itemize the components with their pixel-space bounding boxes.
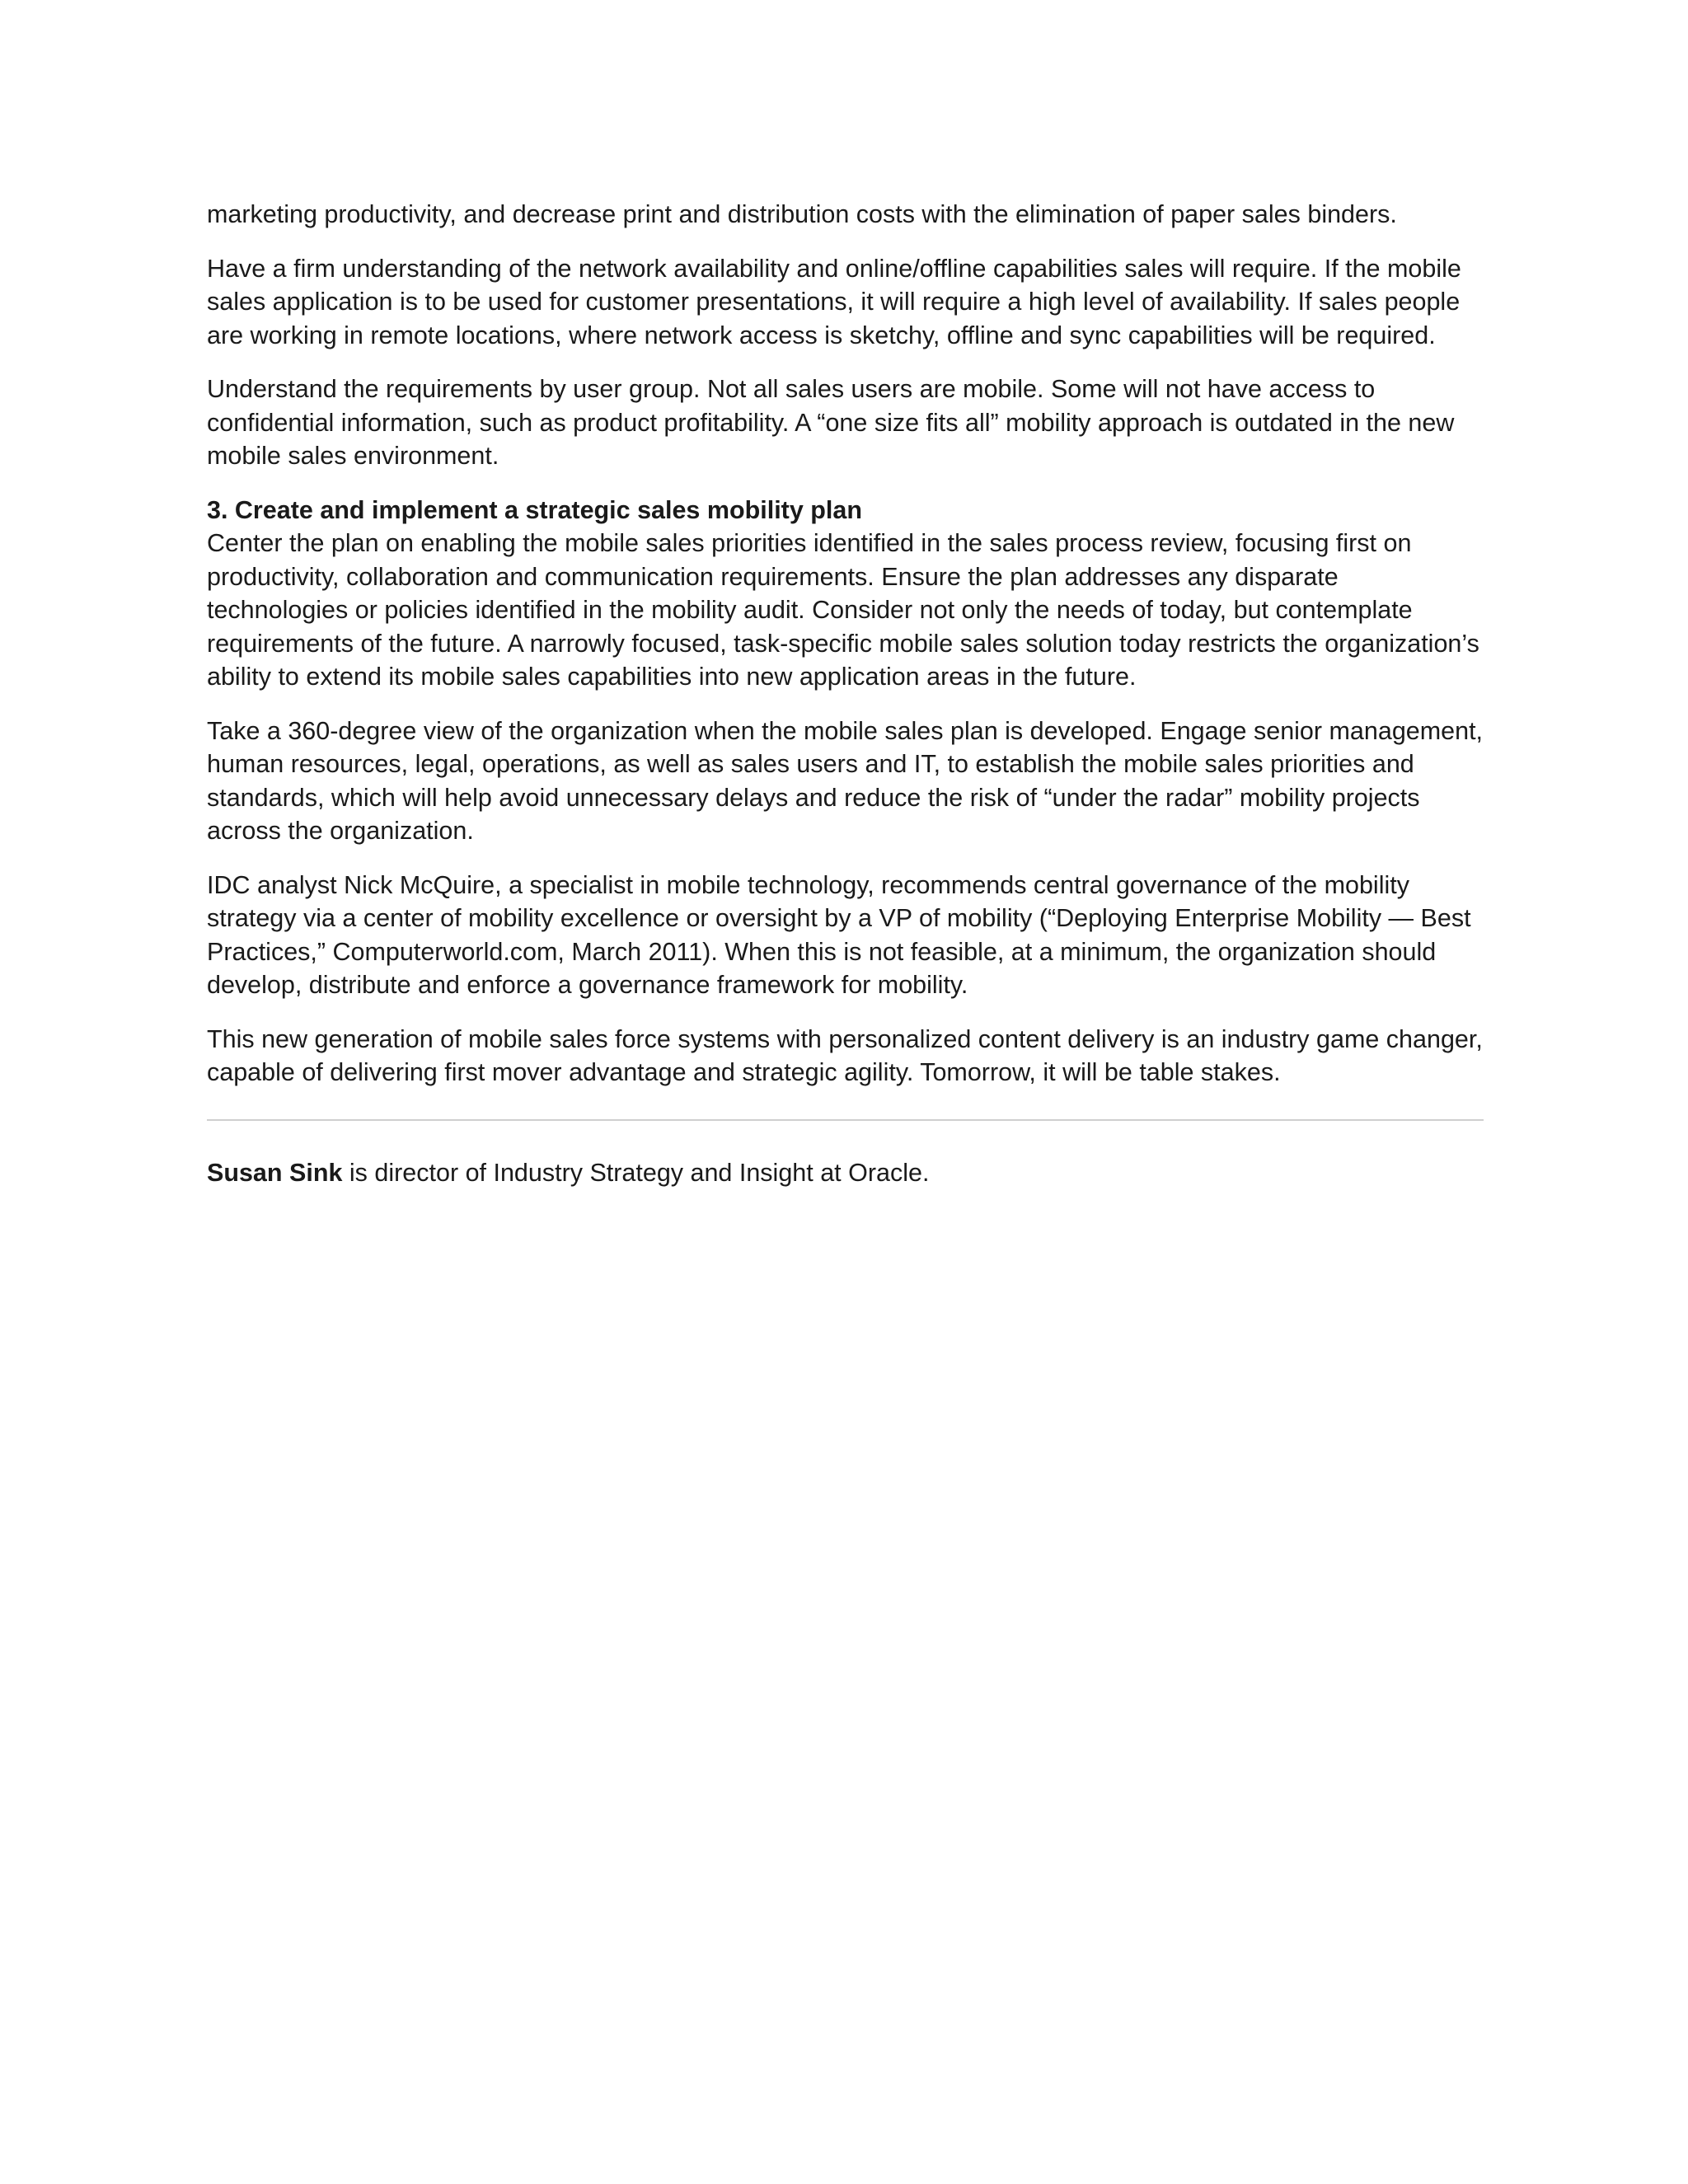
paragraph-new-generation: This new generation of mobile sales force systems with personalized content delivery is an industry game changer, capable of delivering first mover advantage and strategic agility. Tomorrow, it will be table stakes. (207, 1024, 1483, 1086)
divider (207, 1119, 1484, 1121)
section-strategic-plan (207, 494, 1486, 1090)
paragraph-idc-analyst: IDC analyst Nick McQuire, a specialist in mobile technology, recommends central governance of the mobility strategy via a center of mobility excellence or oversight by a VP of mobility (“Deploying Enterprise Mobility — Best Practices,” Computerworld.com, March 2011). When this is not feasible, at a minimum, the organization should develop, distribute and enforce a governance framework for mobility. (207, 870, 1471, 999)
paragraph-network-availability: Have a firm understanding of the network availability and online/offline capabilities sales will require. If the mobile sales application is to be used for customer presentations, it will require a high level of availability. If sales people are working in remote locations, where network access is sketchy, offline and sync capabilities will be required. (207, 254, 1461, 349)
paragraph-marketing-productivity: marketing productivity, and decrease print and distribution costs with the elimination of paper sales binders. (207, 200, 1397, 228)
author-description: is director of Industry Strategy and Insight at Oracle. (342, 1158, 930, 1187)
document-page (207, 198, 1486, 1189)
paragraph-center-the-plan: Center the plan on enabling the mobile sales priorities identified in the sales process review, focusing first on productivity, collaboration and communication requirements. Ensure the plan addresses any disparate technologies or policies identified in the mobility audit. Consider not only the needs of today, but contemplate requirements of the future. A narrowly focused, task-specific mobile sales solution today restricts the organization’s ability to extend its mobile sales capabilities into new application areas in the future. (207, 529, 1479, 691)
author-bio (207, 1156, 1486, 1190)
paragraph-user-group-requirements: Understand the requirements by user group. Not all sales users are mobile. Some will not have access to confidential information, such as product profitability. A “one size fits all” mobility approach is outdated in the new mobile sales environment. (207, 375, 1455, 470)
section-heading: 3. Create and implement a strategic sales mobility plan (207, 495, 862, 524)
paragraph-360-degree-view: Take a 360-degree view of the organization when the mobile sales plan is developed. Engage senior management, human resources, legal, operations, as well as sales users and IT, to establish the mobile sales priorities and standards, which will help avoid unnecessary delays and reduce the risk of “under the radar” mobility projects across the organization. (207, 716, 1484, 845)
author-name: Susan Sink (207, 1158, 343, 1187)
